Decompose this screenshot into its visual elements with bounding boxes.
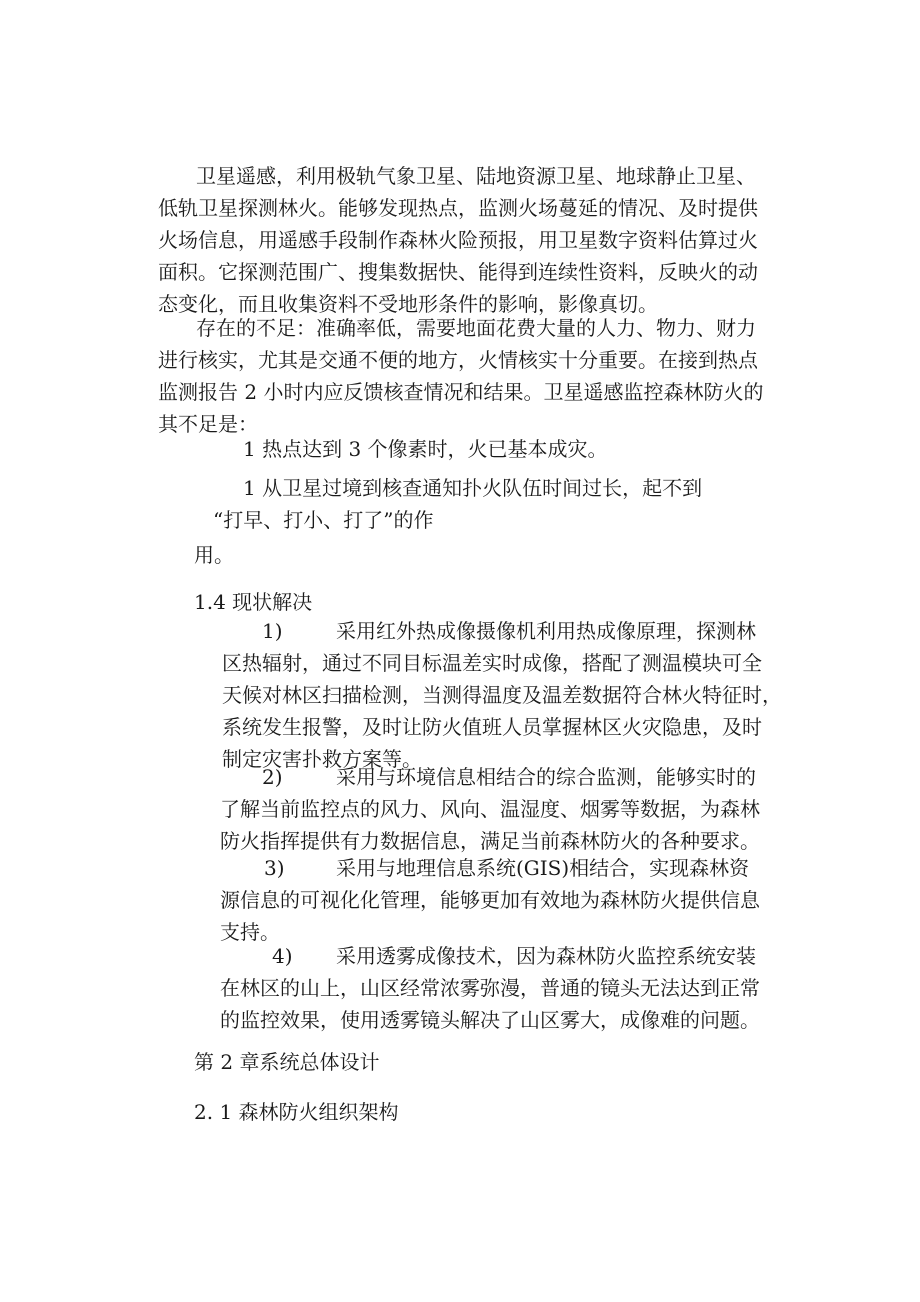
item-text: 采用与地理信息系统(GIS)相结合，实现森林资 <box>336 856 750 880</box>
text-line: 支持。 <box>220 920 280 944</box>
text-line: 监测报告 2 小时内应反馈核查情况和结果。卫星遥感监控森林防火的 <box>158 380 764 404</box>
text-line: 系统发生报警，及时让防火值班人员掌握林区火灾隐患，及时 <box>222 715 762 739</box>
section-heading-2-1: 2. 1 森林防火组织架构 <box>194 1100 399 1124</box>
text-line: 制定灾害扑救方案等。 <box>222 747 422 771</box>
text-line: 防火指挥提供有力数据信息，满足当前森林防火的各种要求。 <box>220 829 760 853</box>
item-text: 采用与环境信息相结合的综合监测，能够实时的 <box>336 765 756 789</box>
solution-item-4 <box>220 940 760 1036</box>
text-line <box>222 615 782 647</box>
shortcoming-item-2 <box>213 472 703 536</box>
text-line: 天候对林区扫描检测，当测得温度及温差数据符合林火特征时， <box>222 683 782 707</box>
text-line: 存在的不足：准确率低，需要地面花费大量的人力、物力、财力 <box>196 316 756 340</box>
text-line: 卫星遥感，利用极轨气象卫星、陆地资源卫星、地球静止卫星、 <box>196 164 756 188</box>
item-number: 1) <box>262 619 283 643</box>
solution-item-2 <box>220 761 760 857</box>
text-line: 面积。它探测范围广、搜集数据快、能得到连续性资料，反映火的动 <box>158 260 758 284</box>
text-line: 在林区的山上，山区经常浓雾弥漫，普通的镜头无法达到正常 <box>220 976 760 1000</box>
text-line: “打早、打小、打了”的作 <box>213 508 434 532</box>
solution-item-1 <box>222 615 782 775</box>
section-heading-1-4: 1.4 现状解决 <box>194 590 313 614</box>
text-line: 源信息的可视化化管理，能够更加有效地为森林防火提供信息 <box>220 888 760 912</box>
text-line: 低轨卫星探测林火。能够发现热点，监测火场蔓延的情况、及时提供 <box>158 196 758 220</box>
text-line: 其不足是： <box>158 412 258 436</box>
text-line: 了解当前监控点的风力、风向、温湿度、烟雾等数据，为森林 <box>220 797 760 821</box>
item-number: 4) <box>272 944 293 968</box>
paragraph-satellite-remote-sensing <box>158 160 758 320</box>
item-number: 2) <box>262 765 283 789</box>
text-line: 的监控效果，使用透雾镜头解决了山区雾大，成像难的问题。 <box>220 1008 760 1032</box>
paragraph-shortcomings <box>158 312 764 440</box>
shortcoming-item-2-end: 用。 <box>194 543 234 567</box>
text-line <box>220 761 760 793</box>
item-text: 采用透雾成像技术，因为森林防火监控系统安装 <box>336 944 756 968</box>
text-line <box>220 852 760 884</box>
text-line: 1 从卫星过境到核查通知扑火队伍时间过长，起不到 <box>243 476 703 500</box>
text-line: 区热辐射，通过不同目标温差实时成像，搭配了测温模块可全 <box>222 651 762 675</box>
text-line: 火场信息，用遥感手段制作森林火险预报，用卫星数字资料估算过火 <box>158 228 758 252</box>
text-line: 进行核实，尤其是交通不便的地方，火情核实十分重要。在接到热点 <box>158 348 758 372</box>
text-line <box>220 940 760 972</box>
item-number: 3) <box>264 856 285 880</box>
solution-item-3 <box>220 852 760 948</box>
text-line: 态变化，而且收集资料不受地形条件的影响，影像真切。 <box>158 292 658 316</box>
shortcoming-item-1: 1 热点达到 3 个像素时，火已基本成灾。 <box>243 437 608 461</box>
chapter-heading-2: 第 2 章系统总体设计 <box>194 1050 380 1074</box>
item-text: 采用红外热成像摄像机利用热成像原理，探测林 <box>336 619 756 643</box>
